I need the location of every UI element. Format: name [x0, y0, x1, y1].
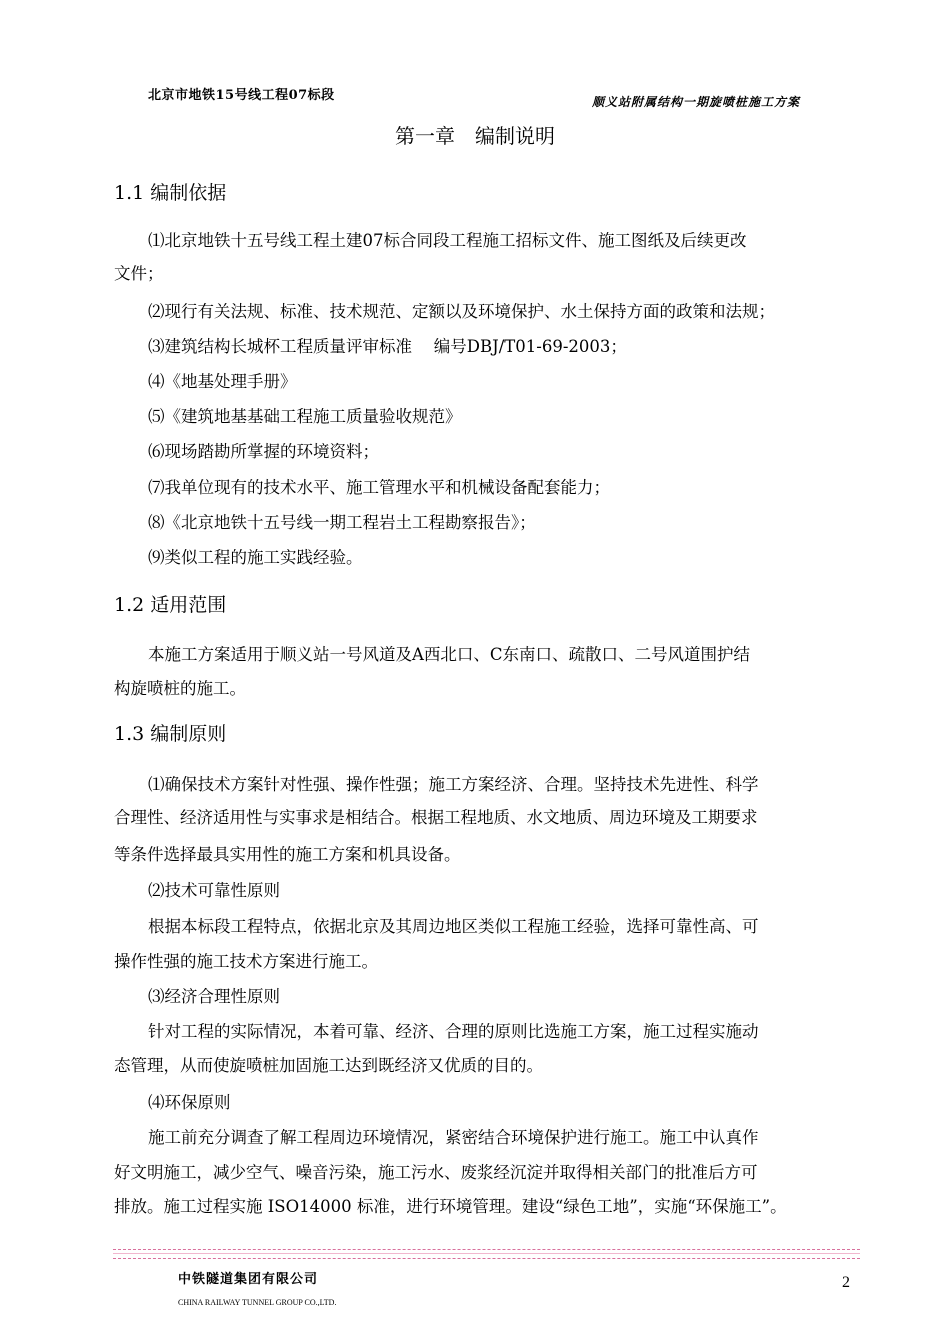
principle-line: 针对工程的实际情况，本着可靠、经济、合理的原则比选施工方案，施工过程实施动 — [148, 1022, 759, 1041]
header-document-title: 顺义站附属结构一期旋喷桩施工方案 — [592, 95, 801, 109]
page-number: 2 — [842, 1274, 850, 1291]
basis-item: ⑸《建筑地基基础工程施工质量验收规范》 — [148, 407, 462, 426]
basis-item: ⑻《北京地铁十五号线一期工程岩土工程勘察报告》； — [148, 513, 536, 532]
principle-line: ⑴确保技术方案针对性强、操作性强；施工方案经济、合理。坚持技术先进性、科学 — [148, 775, 759, 794]
basis-item: ⑼类似工程的施工实践经验。 — [148, 548, 363, 567]
section-heading-1-2: 1.2 适用范围 — [114, 594, 227, 616]
basis-item-continued: 文件； — [114, 264, 164, 283]
basis-item: ⑴北京地铁十五号线工程土建07标合同段工程施工招标文件、施工图纸及后续更改 — [148, 231, 747, 250]
principle-line: 施工前充分调查了解工程周边环境情况，紧密结合环境保护进行施工。施工中认真作 — [148, 1128, 759, 1147]
principle-subheading: ⑷环保原则 — [148, 1093, 231, 1112]
scope-paragraph-line: 本施工方案适用于顺义站一号风道及A西北口、C东南口、疏散口、二号风道围护结 — [148, 645, 751, 664]
principle-line: 根据本标段工程特点，依据北京及其周边地区类似工程施工经验，选择可靠性高、可 — [148, 917, 759, 936]
chapter-title: 第一章 编制说明 — [395, 124, 555, 148]
basis-item: ⑹现场踏勘所掌握的环境资料； — [148, 442, 379, 461]
basis-item: ⑵现行有关法规、标准、技术规范、定额以及环境保护、水土保持方面的政策和法规； — [148, 302, 775, 321]
principle-line: 好文明施工，减少空气、噪音污染，施工污水、废浆经沉淀并取得相关部门的批准后方可 — [114, 1163, 758, 1182]
scope-paragraph-line: 构旋喷桩的施工。 — [114, 679, 246, 698]
footer-company-name-cn: 中铁隧道集团有限公司 — [178, 1272, 319, 1287]
principle-subheading: ⑶经济合理性原则 — [148, 987, 280, 1006]
section-heading-1-3: 1.3 编制原则 — [114, 723, 227, 745]
footer-divider — [113, 1249, 860, 1259]
principle-line: 操作性强的施工技术方案进行施工。 — [114, 952, 378, 971]
header-project-name: 北京市地铁15号线工程07标段 — [148, 88, 335, 103]
principle-line: 合理性、经济适用性与实事求是相结合。根据工程地质、水文地质、周边环境及工期要求 — [114, 808, 758, 827]
basis-item: ⑶建筑结构长城杯工程质量评审标准 编号DBJ/T01-69-2003； — [148, 337, 627, 356]
principle-line: 等条件选择最具实用性的施工方案和机具设备。 — [114, 845, 461, 864]
section-heading-1-1: 1.1 编制依据 — [114, 182, 227, 204]
principle-subheading: ⑵技术可靠性原则 — [148, 881, 280, 900]
footer-company-name-en: CHINA RAILWAY TUNNEL GROUP CO.,LTD. — [178, 1298, 337, 1307]
principle-line: 排放。施工过程实施 ISO14000 标准，进行环境管理。建设“绿色工地”，实施“环保施工”。 — [114, 1197, 787, 1216]
principle-line: 态管理，从而使旋喷桩加固施工达到既经济又优质的目的。 — [114, 1056, 543, 1075]
basis-item: ⑺我单位现有的技术水平、施工管理水平和机械设备配套能力； — [148, 478, 610, 497]
basis-item: ⑷《地基处理手册》 — [148, 372, 297, 391]
